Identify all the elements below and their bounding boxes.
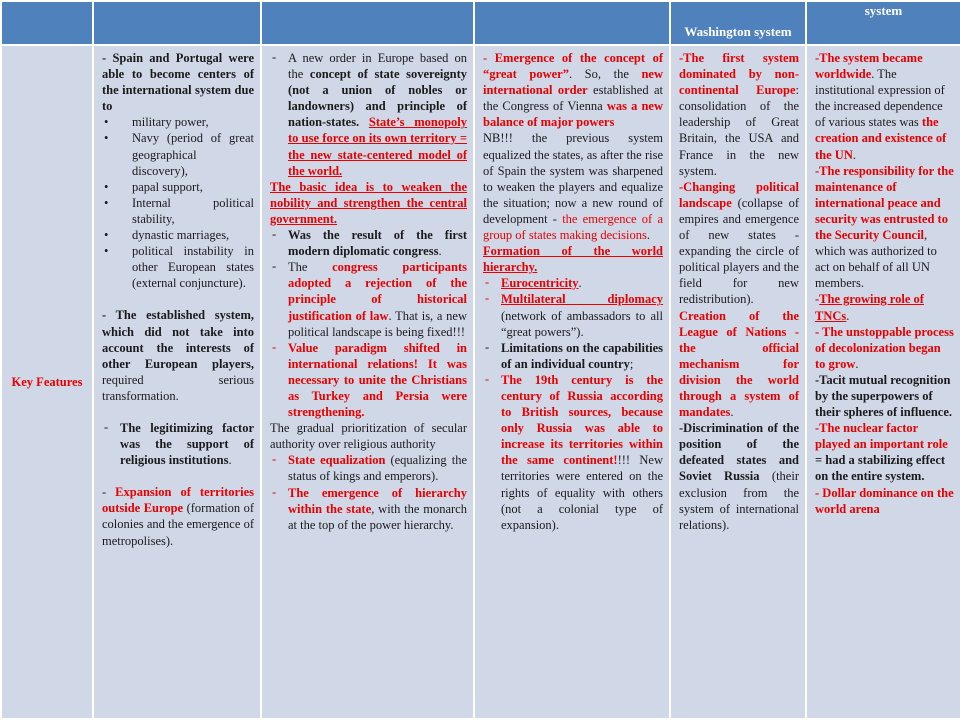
col1-bullet-list	[102, 114, 254, 291]
col5-security-council: -The responsibility for the maintenance of international peace and security was entrusted to the Security Council, which was authorized to act on behalf of all UN members.	[815, 163, 954, 291]
col2-basic-idea: The basic idea is to weaken the nobility and strengthen the central government.	[270, 179, 467, 226]
col5-decolonization: - The unstoppable process of decolonization began to grow.	[815, 324, 954, 371]
list-item: • dynastic marriages,	[102, 227, 254, 243]
col5-nuclear-factor: -The nuclear factor played an important role = had a stabilizing effect on the entire system.	[815, 421, 948, 484]
cell-col2	[261, 45, 474, 719]
header-cell-3	[474, 1, 670, 45]
col4-first-system: -The first system dominated by non-continental Europe: consolidation of the leadership of Great Britain, the USA and France in the new system.	[679, 51, 799, 178]
cell-col1	[93, 45, 261, 719]
list-item: • military power,	[102, 114, 254, 130]
list-item: - Limitations on the capabilities of an individual country;	[483, 340, 663, 372]
key-features-row	[1, 45, 960, 719]
row-label-key-features: Key Features	[1, 45, 93, 719]
list-item: - A new order in Europe based on the concept of state sovereignty (not a union of nobles or landowners) and principle of nation-states. State’s monopoly to use force on its own territory = the new state-centered model of the world.	[270, 50, 467, 179]
col4-political-landscape: -Changing political landscape (collapse of empires and emergence of new states - expanding the circle of political players and the field for new redistribution).	[679, 179, 799, 307]
col4-discrimination: -Discrimination of the position of the defeated states and Soviet Russia (their exclusion from the system of international relations).	[679, 421, 799, 532]
col3-world-hierarchy: Formation of the world hierarchy.	[483, 244, 663, 275]
list-item: - The 19th century is the century of Russia according to British sources, because only Russia was able to increase its territories within the same continent!!!! New territories were entered on the rights of equality with others (not a colonial type of expansion).	[483, 372, 663, 533]
col1-paragraph-2: - The established system, which did not take into account the interests of other European players, required serious transformation.	[102, 308, 254, 403]
col1-intro: - Spain and Portugal were able to become centers of the international system due to	[102, 51, 254, 114]
header-washington-system: Washington system	[670, 1, 806, 45]
list-item: - State equalization (equalizing the status of kings and emperors).	[270, 452, 467, 484]
header-cell-1	[93, 1, 261, 45]
col5-tncs: -The growing role of TNCs.	[815, 292, 924, 323]
col5-worldwide: -The system became worldwide. The institutional expression of the increased dependence of various states was the creation and existence of the UN.	[815, 51, 947, 162]
col1-paragraph-4: - Expansion of territories outside Europe (formation of colonies and the emergence of metropolises).	[102, 485, 254, 548]
col2-gradual: The gradual prioritization of secular authority over religious authority	[270, 421, 467, 452]
cell-col4	[670, 45, 806, 719]
cell-col3	[474, 45, 670, 719]
list-item: - The emergence of hierarchy within the state, with the monarch at the top of the power hierarchy.	[270, 485, 467, 533]
list-item: • Navy (period of great geographical discovery),	[102, 130, 254, 178]
list-item: - The legitimizing factor was the support of religious institutions.	[102, 420, 254, 468]
col3-great-power: - Emergence of the concept of “great power”. So, the new international order established at the Congress of Vienna was a new balance of major powers	[483, 51, 663, 130]
col1-legitimizing	[102, 420, 254, 468]
list-item: - Was the result of the first modern diplomatic congress.	[270, 227, 467, 259]
col4-league-of-nations: Creation of the League of Nations - the official mechanism for division the world through a system of mandates.	[679, 308, 799, 420]
list-item: - Multilateral diplomacy (network of ambassadors to all “great powers”).	[483, 291, 663, 339]
header-cell-0	[1, 1, 93, 45]
list-item: • papal support,	[102, 179, 254, 195]
col5-dollar-dominance: - Dollar dominance on the world arena	[815, 485, 954, 516]
header-system: system	[806, 1, 960, 45]
header-cell-2	[261, 1, 474, 45]
list-item: - The congress participants adopted a rejection of the principle of historical justification of law. That is, a new political landscape is being fixed!!!	[270, 259, 467, 339]
list-item: • Internal political stability,	[102, 195, 254, 227]
list-item: - Value paradigm shifted in international relations! It was necessary to unite the Christians as Turkey and Persia were strengthening.	[270, 340, 467, 420]
list-item: - Eurocentricity.	[483, 275, 663, 291]
col3-nb: NB!!! the previous system equalized the states, as after the rise of Spain the system was sharpened to weaken the players and equalize the situation; now a new round of development - the emergence of a group of states making decisions.	[483, 131, 663, 243]
cell-col5	[806, 45, 960, 719]
list-item: • political instability in other European states (external conjuncture).	[102, 243, 254, 291]
header-row	[1, 1, 960, 45]
col5-mutual-recognition: -Tacit mutual recognition by the superpowers of their spheres of influence.	[815, 372, 953, 420]
